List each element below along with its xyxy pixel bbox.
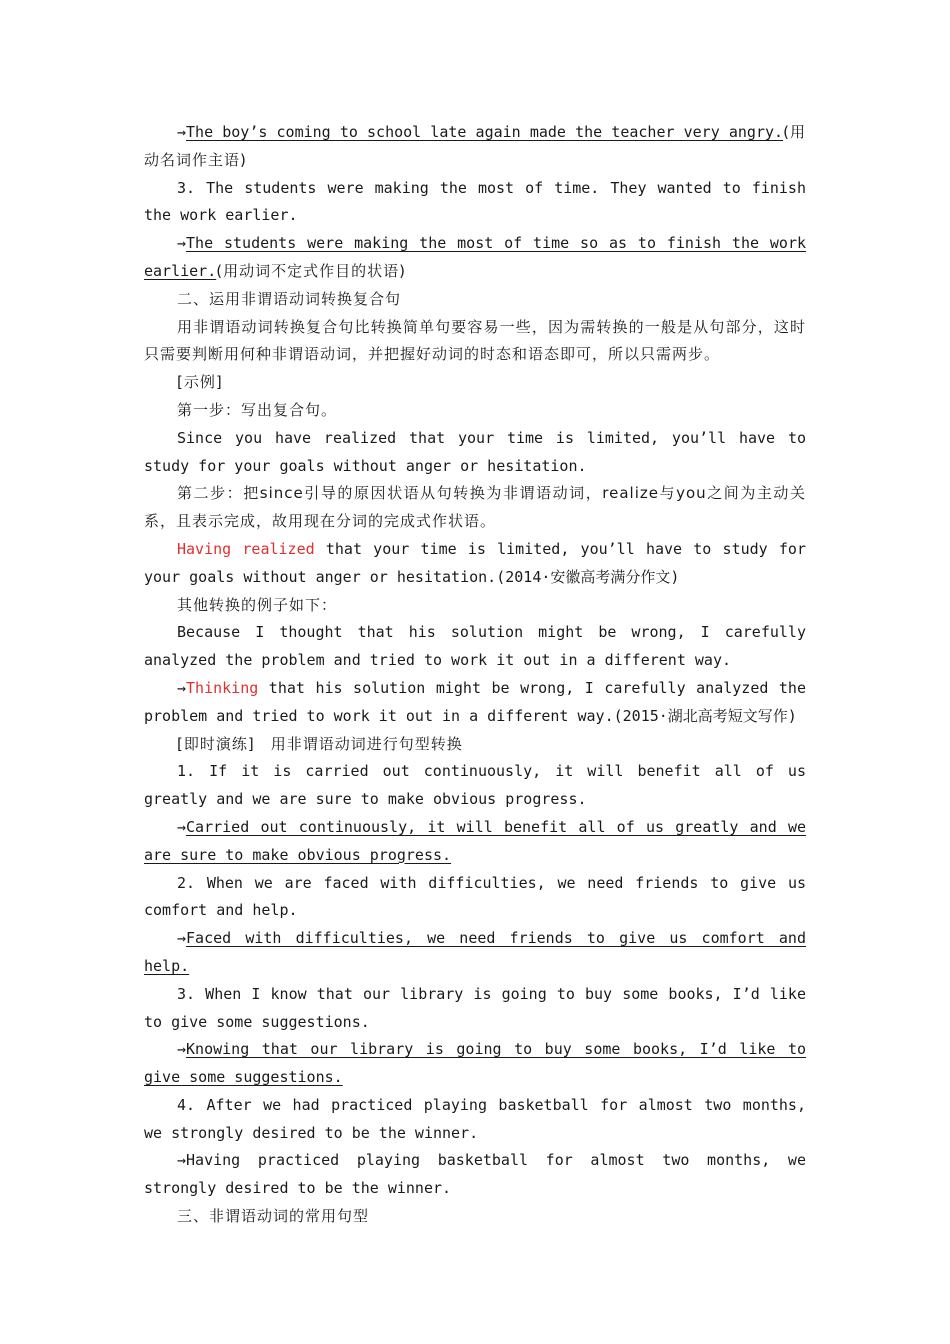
example-label: [示例]: [177, 373, 223, 392]
arrow: →: [177, 678, 187, 697]
answer-line: [144, 119, 806, 175]
answer-line: →Having practiced playing basketball for almost two months, we strongly desired to be the winner.: [144, 1151, 806, 1198]
result-rest: that his solution might be wrong, I carefully analyzed the problem and tried to work it out in a different way.(2015·湖北高考短文写作): [144, 678, 806, 725]
step-two: 第二步：把since引导的原因状语从句转换为非谓语动词，realize与you之间为主动关系，且表示完成，故用现在分词的完成式作状语。: [144, 484, 806, 531]
exercise-line: 3. The students were making the most of time. They wanted to finish the work earlier.: [144, 178, 806, 225]
answer-line: [144, 925, 806, 981]
note: (用动名词作主语): [144, 123, 807, 169]
exercise-line: 3. When I know that our library is going to buy some books, I’d like to give some suggestions.: [144, 984, 806, 1031]
arrow: →: [177, 1040, 187, 1059]
content-column: [144, 119, 806, 1231]
practice-heading: [即时演练] 用非谓语动词进行句型转换: [177, 734, 463, 753]
others-heading: 其他转换的例子如下：: [177, 595, 338, 614]
answer-underlined: The boy’s coming to school late again made the teacher very angry.: [186, 123, 784, 141]
arrow: →: [177, 817, 187, 836]
example-sentence: Since you have realized that your time is limited, you’ll have to study for your goals without anger or hesitation.: [144, 428, 806, 475]
answer-underlined: Faced with difficulties, we need friends to give us comfort and help.: [144, 929, 806, 975]
note: (用动词不定式作目的状语): [216, 261, 406, 280]
intro-paragraph: 用非谓语动词转换复合句比转换简单句要容易一些，因为需转换的一般是从句部分，这时只需要判断用何种非谓语动词，并把握好动词的时态和语态即可，所以只需两步。: [144, 317, 806, 364]
answer-line: [144, 230, 806, 286]
answer-underlined: The students were making the most of time so as to finish the work earlier.: [144, 234, 806, 280]
exercise-line: 1. If it is carried out continuously, it will benefit all of us greatly and we are sure to make obvious progress.: [144, 762, 806, 809]
answer-line: [144, 1036, 806, 1092]
example-result: [144, 536, 806, 592]
highlight-red: Having realized: [177, 539, 315, 558]
answer-line: [144, 814, 806, 870]
step-one: 第一步：写出复合句。: [177, 400, 338, 419]
answer-underlined: Carried out continuously, it will benefit all of us greatly and we are sure to make obvious progress.: [144, 817, 806, 864]
arrow: →: [177, 929, 187, 948]
other-result: [144, 675, 806, 731]
section-heading: 二、运用非谓语动词转换复合句: [177, 289, 402, 308]
highlight-red: Thinking: [186, 678, 259, 697]
answer-underlined: Knowing that our library is going to buy some books, I’d like to give some suggestions.: [144, 1040, 806, 1087]
result-rest: that your time is limited, you’ll have to study for your goals without anger or hesitation.(2014·安徽高考满分作文): [144, 539, 806, 586]
exercise-line: 4. After we had practiced playing basketball for almost two months, we strongly desired to be the winner.: [144, 1095, 806, 1142]
section-heading: 三、非谓语动词的常用句型: [177, 1207, 370, 1226]
other-sentence: Because I thought that his solution might be wrong, I carefully analyzed the problem and tried to work it out in a different way.: [144, 623, 806, 670]
exercise-line: 2. When we are faced with difficulties, we need friends to give us comfort and help.: [144, 873, 806, 920]
arrow: →: [177, 123, 187, 141]
arrow: →: [177, 234, 187, 253]
